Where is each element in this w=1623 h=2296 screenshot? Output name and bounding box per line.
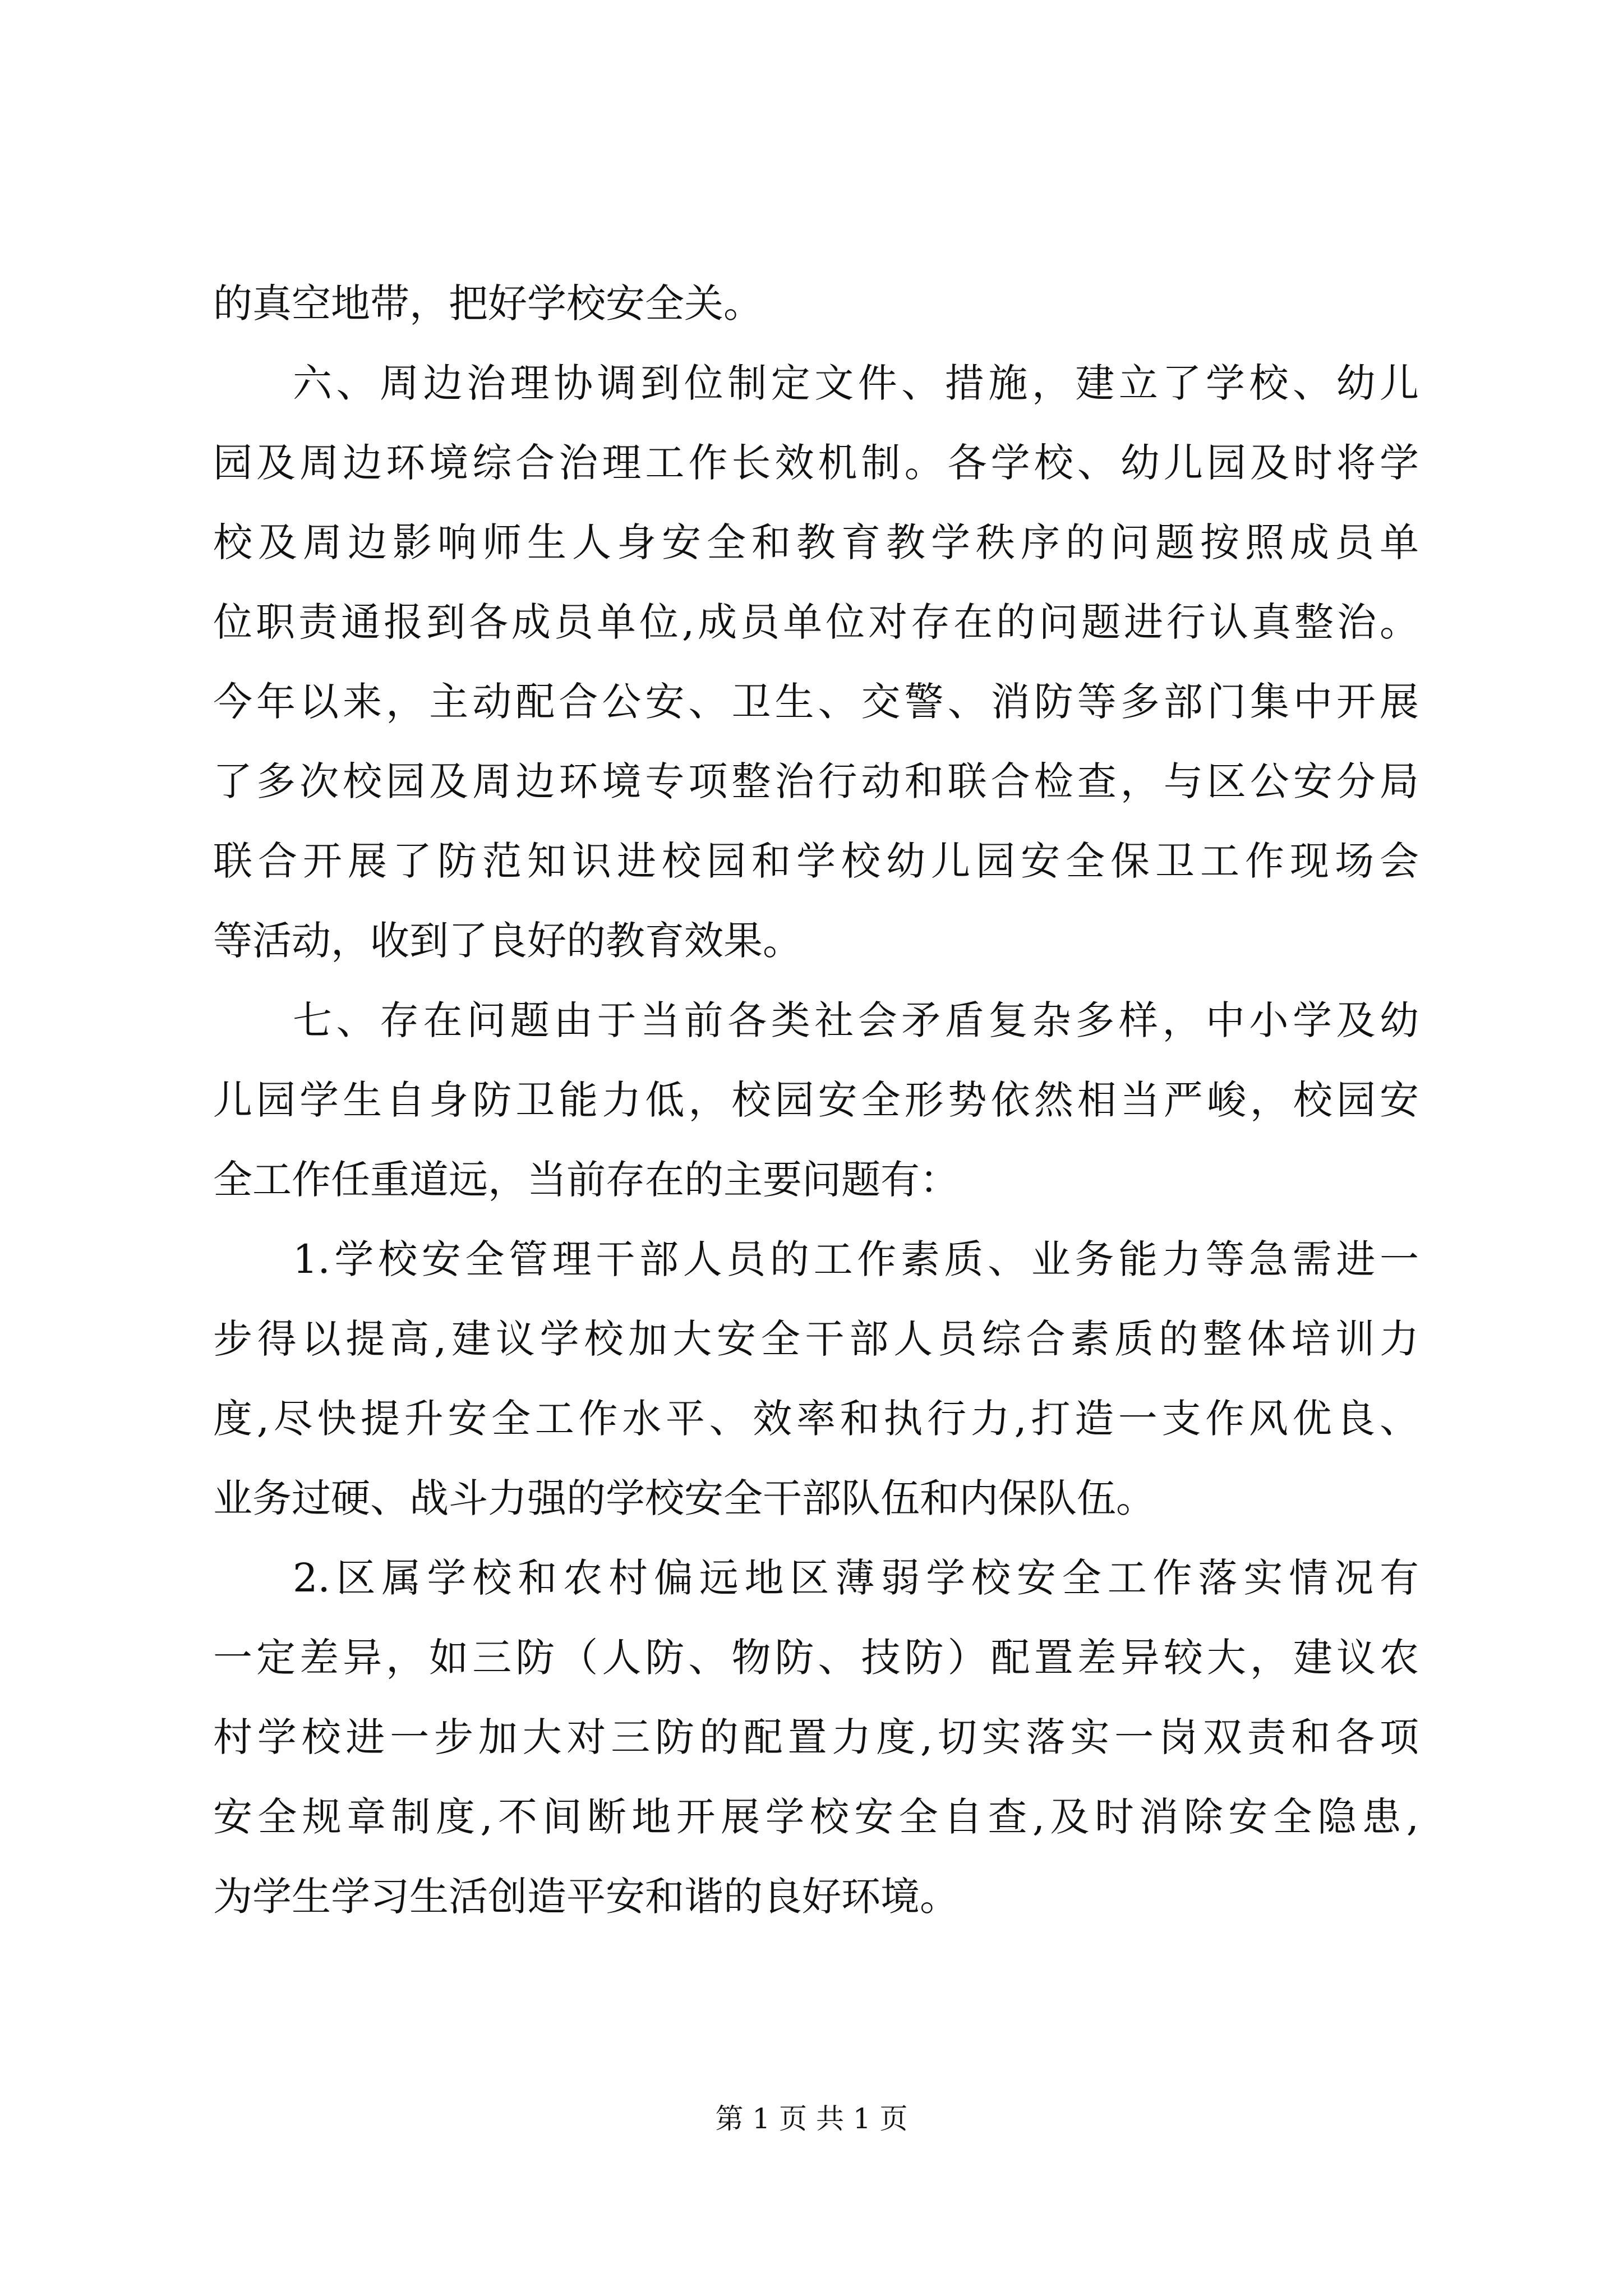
body-line: 一定差异，如三防（人防、物防、技防）配置差异较大，建议农 bbox=[213, 1635, 1419, 1681]
body-line: 度,尽快提升安全工作水平、效率和执行力,打造一支作风优良、 bbox=[213, 1396, 1419, 1442]
document-body bbox=[213, 264, 1419, 1936]
body-line: 儿园学生自身防卫能力低，校园安全形势依然相当严峻，校园安 bbox=[213, 1077, 1419, 1123]
body-line: 业务过硬、战斗力强的学校安全干部队伍和内保队伍。 bbox=[213, 1475, 1155, 1521]
body-line: 为学生学习生活创造平安和谐的良好环境。 bbox=[213, 1874, 959, 1920]
body-line: 全工作任重道远，当前存在的主要问题有： bbox=[213, 1157, 959, 1203]
body-line: 园及周边环境综合治理工作长效机制。各学校、幼儿园及时将学 bbox=[213, 440, 1419, 486]
body-line: 1.学校安全管理干部人员的工作素质、业务能力等急需进一 bbox=[293, 1236, 1419, 1282]
body-line: 步得以提高,建议学校加大安全干部人员综合素质的整体培训力 bbox=[213, 1316, 1419, 1362]
body-line: 等活动，收到了良好的教育效果。 bbox=[213, 918, 802, 964]
body-line: 校及周边影响师生人身安全和教育教学秩序的问题按照成员单 bbox=[213, 519, 1419, 565]
body-line: 七、存在问题由于当前各类社会矛盾复杂多样，中小学及幼 bbox=[293, 997, 1419, 1043]
page-footer: 第 1 页 共 1 页 bbox=[715, 2102, 908, 2135]
body-line: 位职责通报到各成员单位,成员单位对存在的问题进行认真整治。 bbox=[213, 599, 1419, 645]
body-line: 的真空地带，把好学校安全关。 bbox=[213, 280, 763, 326]
body-line: 联合开展了防范知识进校园和学校幼儿园安全保卫工作现场会 bbox=[213, 838, 1419, 884]
body-line: 六、周边治理协调到位制定文件、措施，建立了学校、幼儿 bbox=[293, 360, 1419, 406]
body-line: 了多次校园及周边环境专项整治行动和联合检查，与区公安分局 bbox=[213, 758, 1419, 804]
body-line: 2.区属学校和农村偏远地区薄弱学校安全工作落实情况有 bbox=[293, 1555, 1419, 1601]
body-line: 今年以来，主动配合公安、卫生、交警、消防等多部门集中开展 bbox=[213, 679, 1419, 725]
body-line: 村学校进一步加大对三防的配置力度,切实落实一岗双责和各项 bbox=[213, 1714, 1419, 1760]
body-line: 安全规章制度,不间断地开展学校安全自查,及时消除安全隐患, bbox=[213, 1794, 1419, 1840]
